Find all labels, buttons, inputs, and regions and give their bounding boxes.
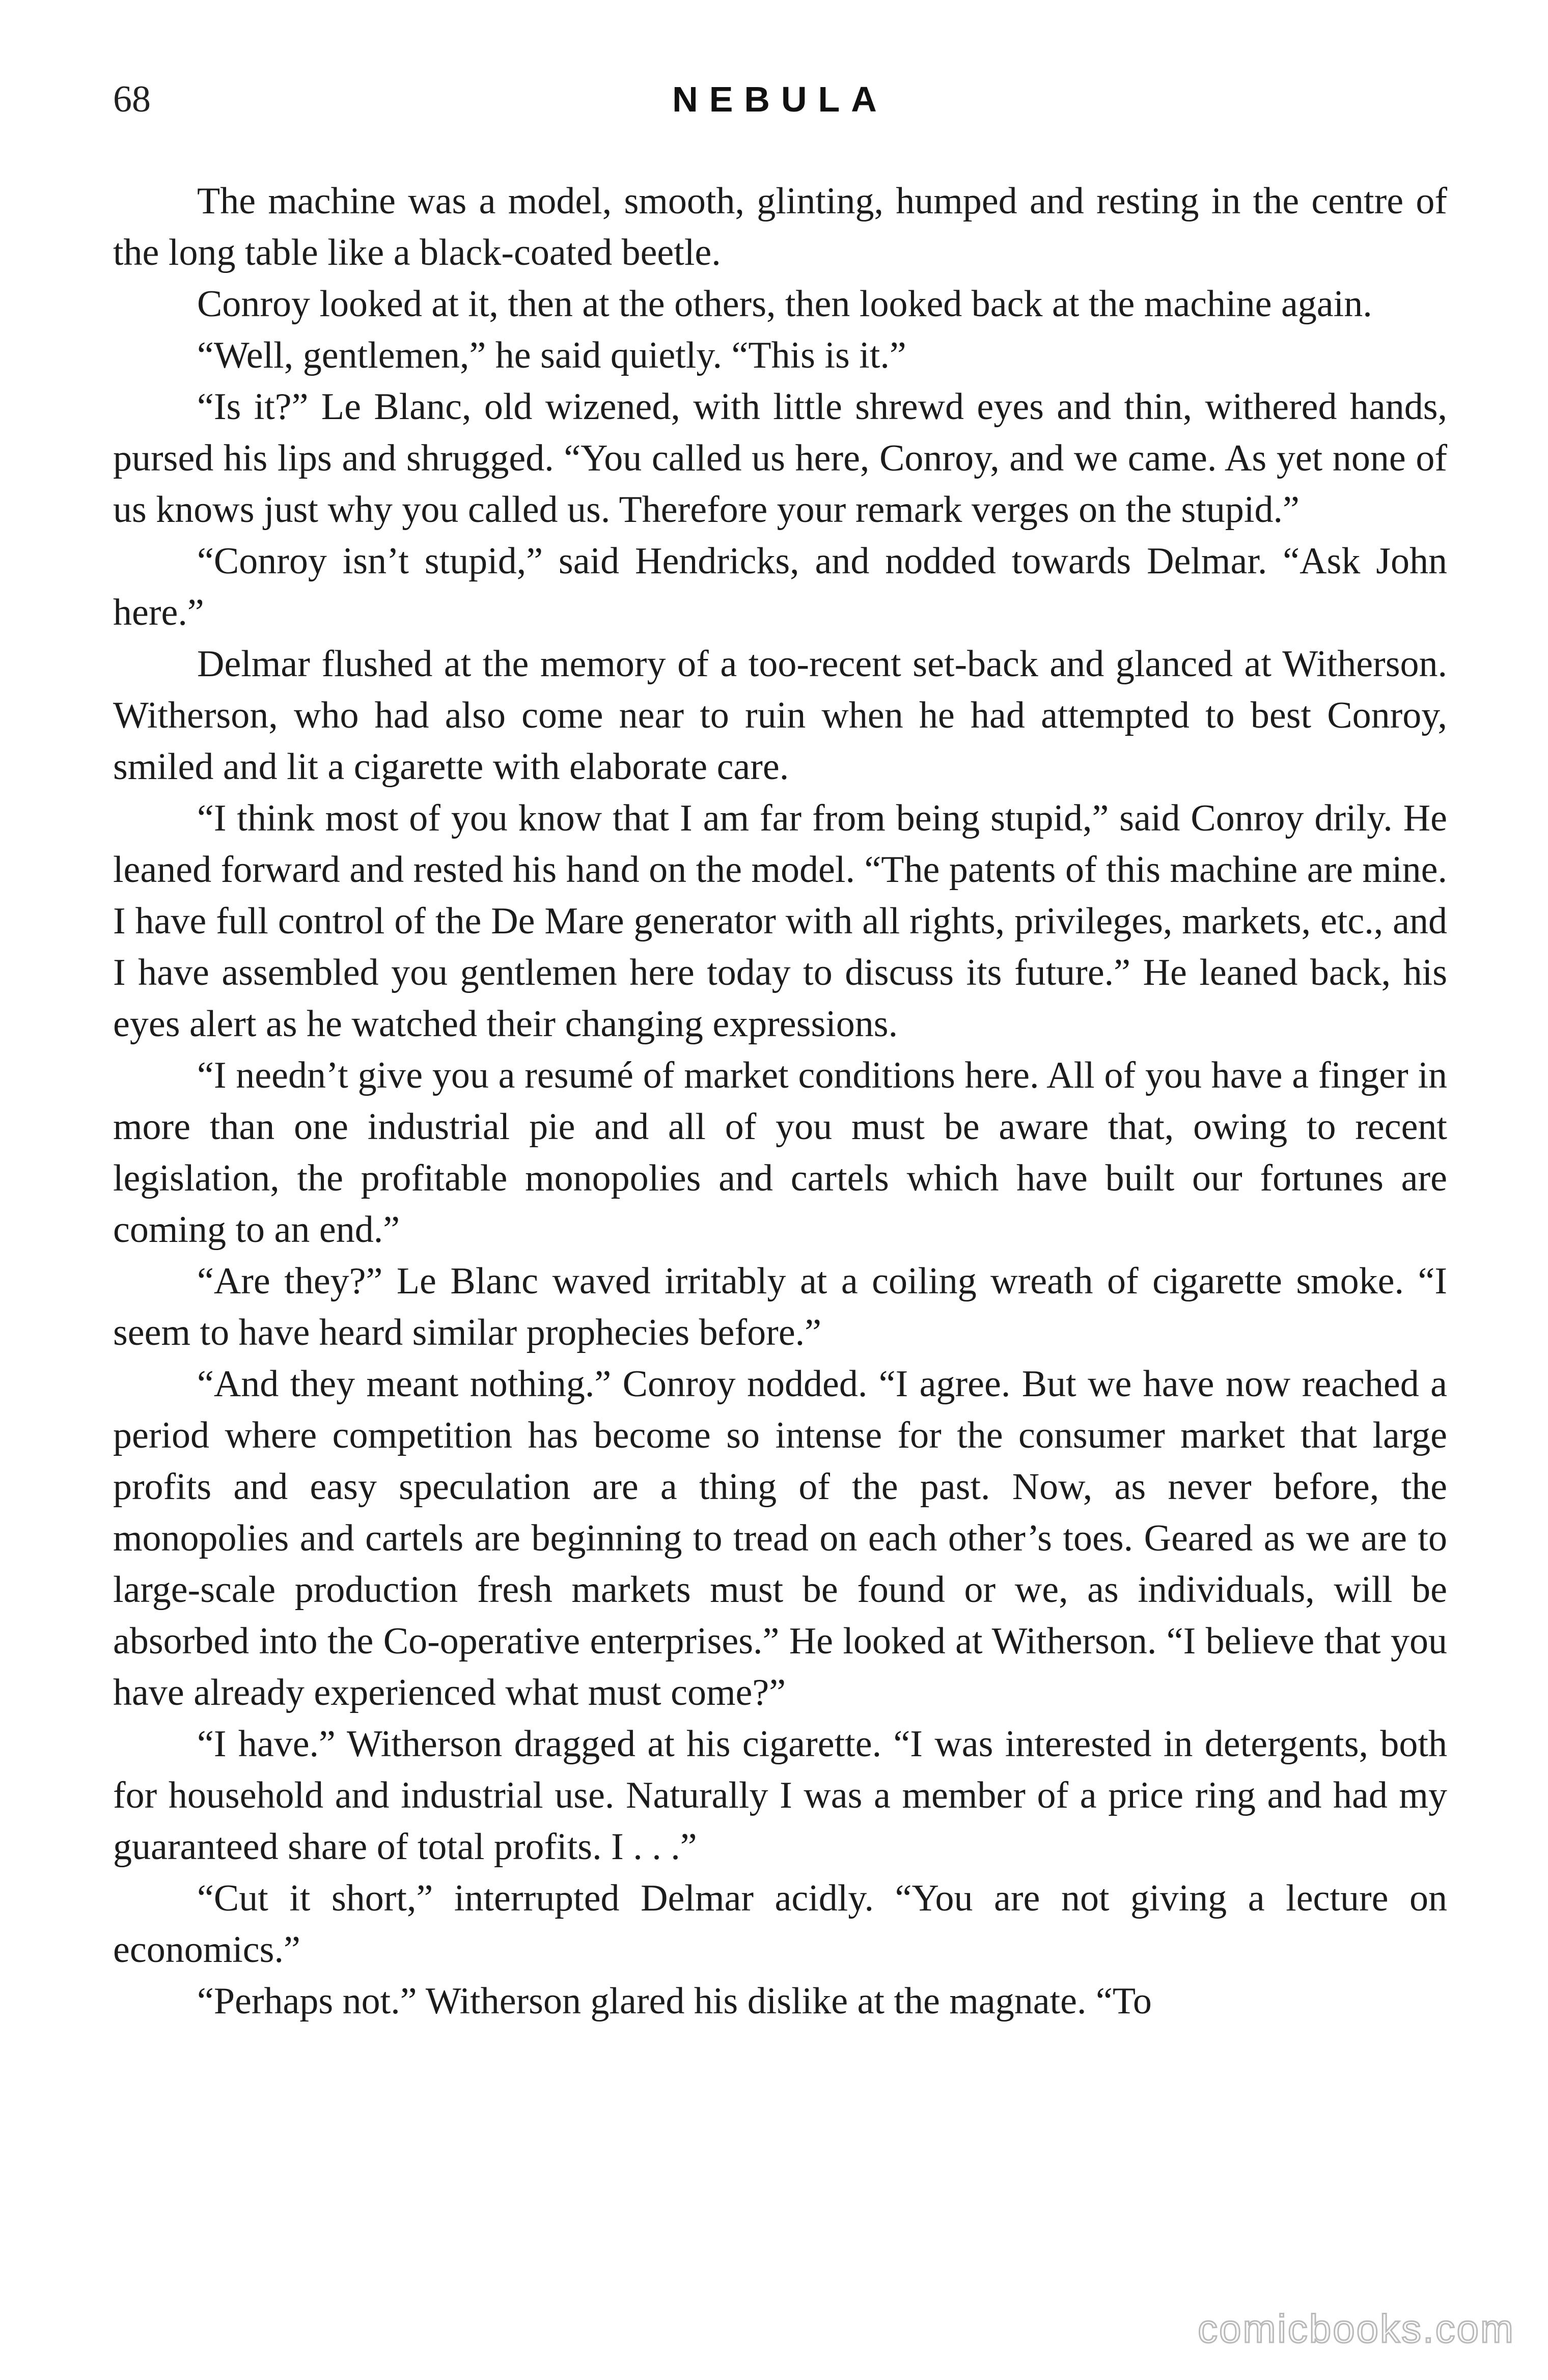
page-header xyxy=(113,71,1447,127)
paragraph: “And they meant nothing.” Conroy nodded. “I agree. But we have now reached a period where competition has become so intense for the consumer market that large profits and easy speculation are a thing of the past. Now, as never before, the monopolies and cartels are beginning to tread on each other’s toes. Geared as we are to large-scale production fresh markets must be found or we, as individuals, will be absorbed into the Co-operative enterprises.” He looked at Witherson. “I believe that you have already experienced what must come?” xyxy=(113,1363,1447,1713)
paragraph: “I have.” Witherson dragged at his cigarette. “I was interested in detergents, both for household and industrial use. Naturally I was a member of a price ring and had my guaranteed share of total profits. I . . .” xyxy=(113,1723,1447,1868)
paragraph: “I needn’t give you a resumé of market conditions here. All of you have a finger in more than one industrial pie and all of you must be aware that, owing to recent legislation, the profitable monopolies and cartels which have built our fortunes are coming to an end.” xyxy=(113,1055,1447,1251)
paragraph: Delmar flushed at the memory of a too-recent set-back and glanced at Witherson. Witherson, who had also come near to ruin when he had attempted to best Conroy, smiled and lit a cigarette with elaborate care. xyxy=(113,643,1447,788)
page-number: 68 xyxy=(113,78,151,120)
body-text xyxy=(113,176,1447,2027)
paragraph: “Conroy isn’t stupid,” said Hendricks, and nodded towards Delmar. “Ask John here.” xyxy=(113,540,1447,633)
watermark: comicbooks.com xyxy=(1198,2306,1515,2351)
paragraph: “Perhaps not.” Witherson glared his dislike at the magnate. “To xyxy=(197,1980,1152,2022)
paragraph: “Cut it short,” interrupted Delmar acidly. “You are not giving a lecture on economics.” xyxy=(113,1877,1447,1971)
paragraph: The machine was a model, smooth, glinting, humped and resting in the centre of the long table like a black-coated beetle. xyxy=(113,180,1447,273)
paragraph: “I think most of you know that I am far from being stupid,” said Conroy drily. He leaned forward and rested his hand on the model. “The patents of this machine are mine. I have full control of the De Mare generator with all rights, privileges, markets, etc., and I have assembled you gentlemen here today to discuss its future.” He leaned back, his eyes alert as he watched their changing expressions. xyxy=(113,797,1447,1045)
paragraph: “Is it?” Le Blanc, old wizened, with little shrewd eyes and thin, withered hands, pursed his lips and shrugged. “You called us here, Conroy, and we came. As yet none of us knows just why you called us. Therefore your remark verges on the stupid.” xyxy=(113,386,1447,531)
paragraph: “Well, gentlemen,” he said quietly. “This is it.” xyxy=(197,335,906,376)
paragraph: “Are they?” Le Blanc waved irritably at a coiling wreath of cigarette smoke. “I seem to have heard similar prophecies before.” xyxy=(113,1260,1447,1353)
paragraph: Conroy looked at it, then at the others, then looked back at the machine again. xyxy=(197,283,1372,325)
running-title: NEBULA xyxy=(672,79,888,119)
